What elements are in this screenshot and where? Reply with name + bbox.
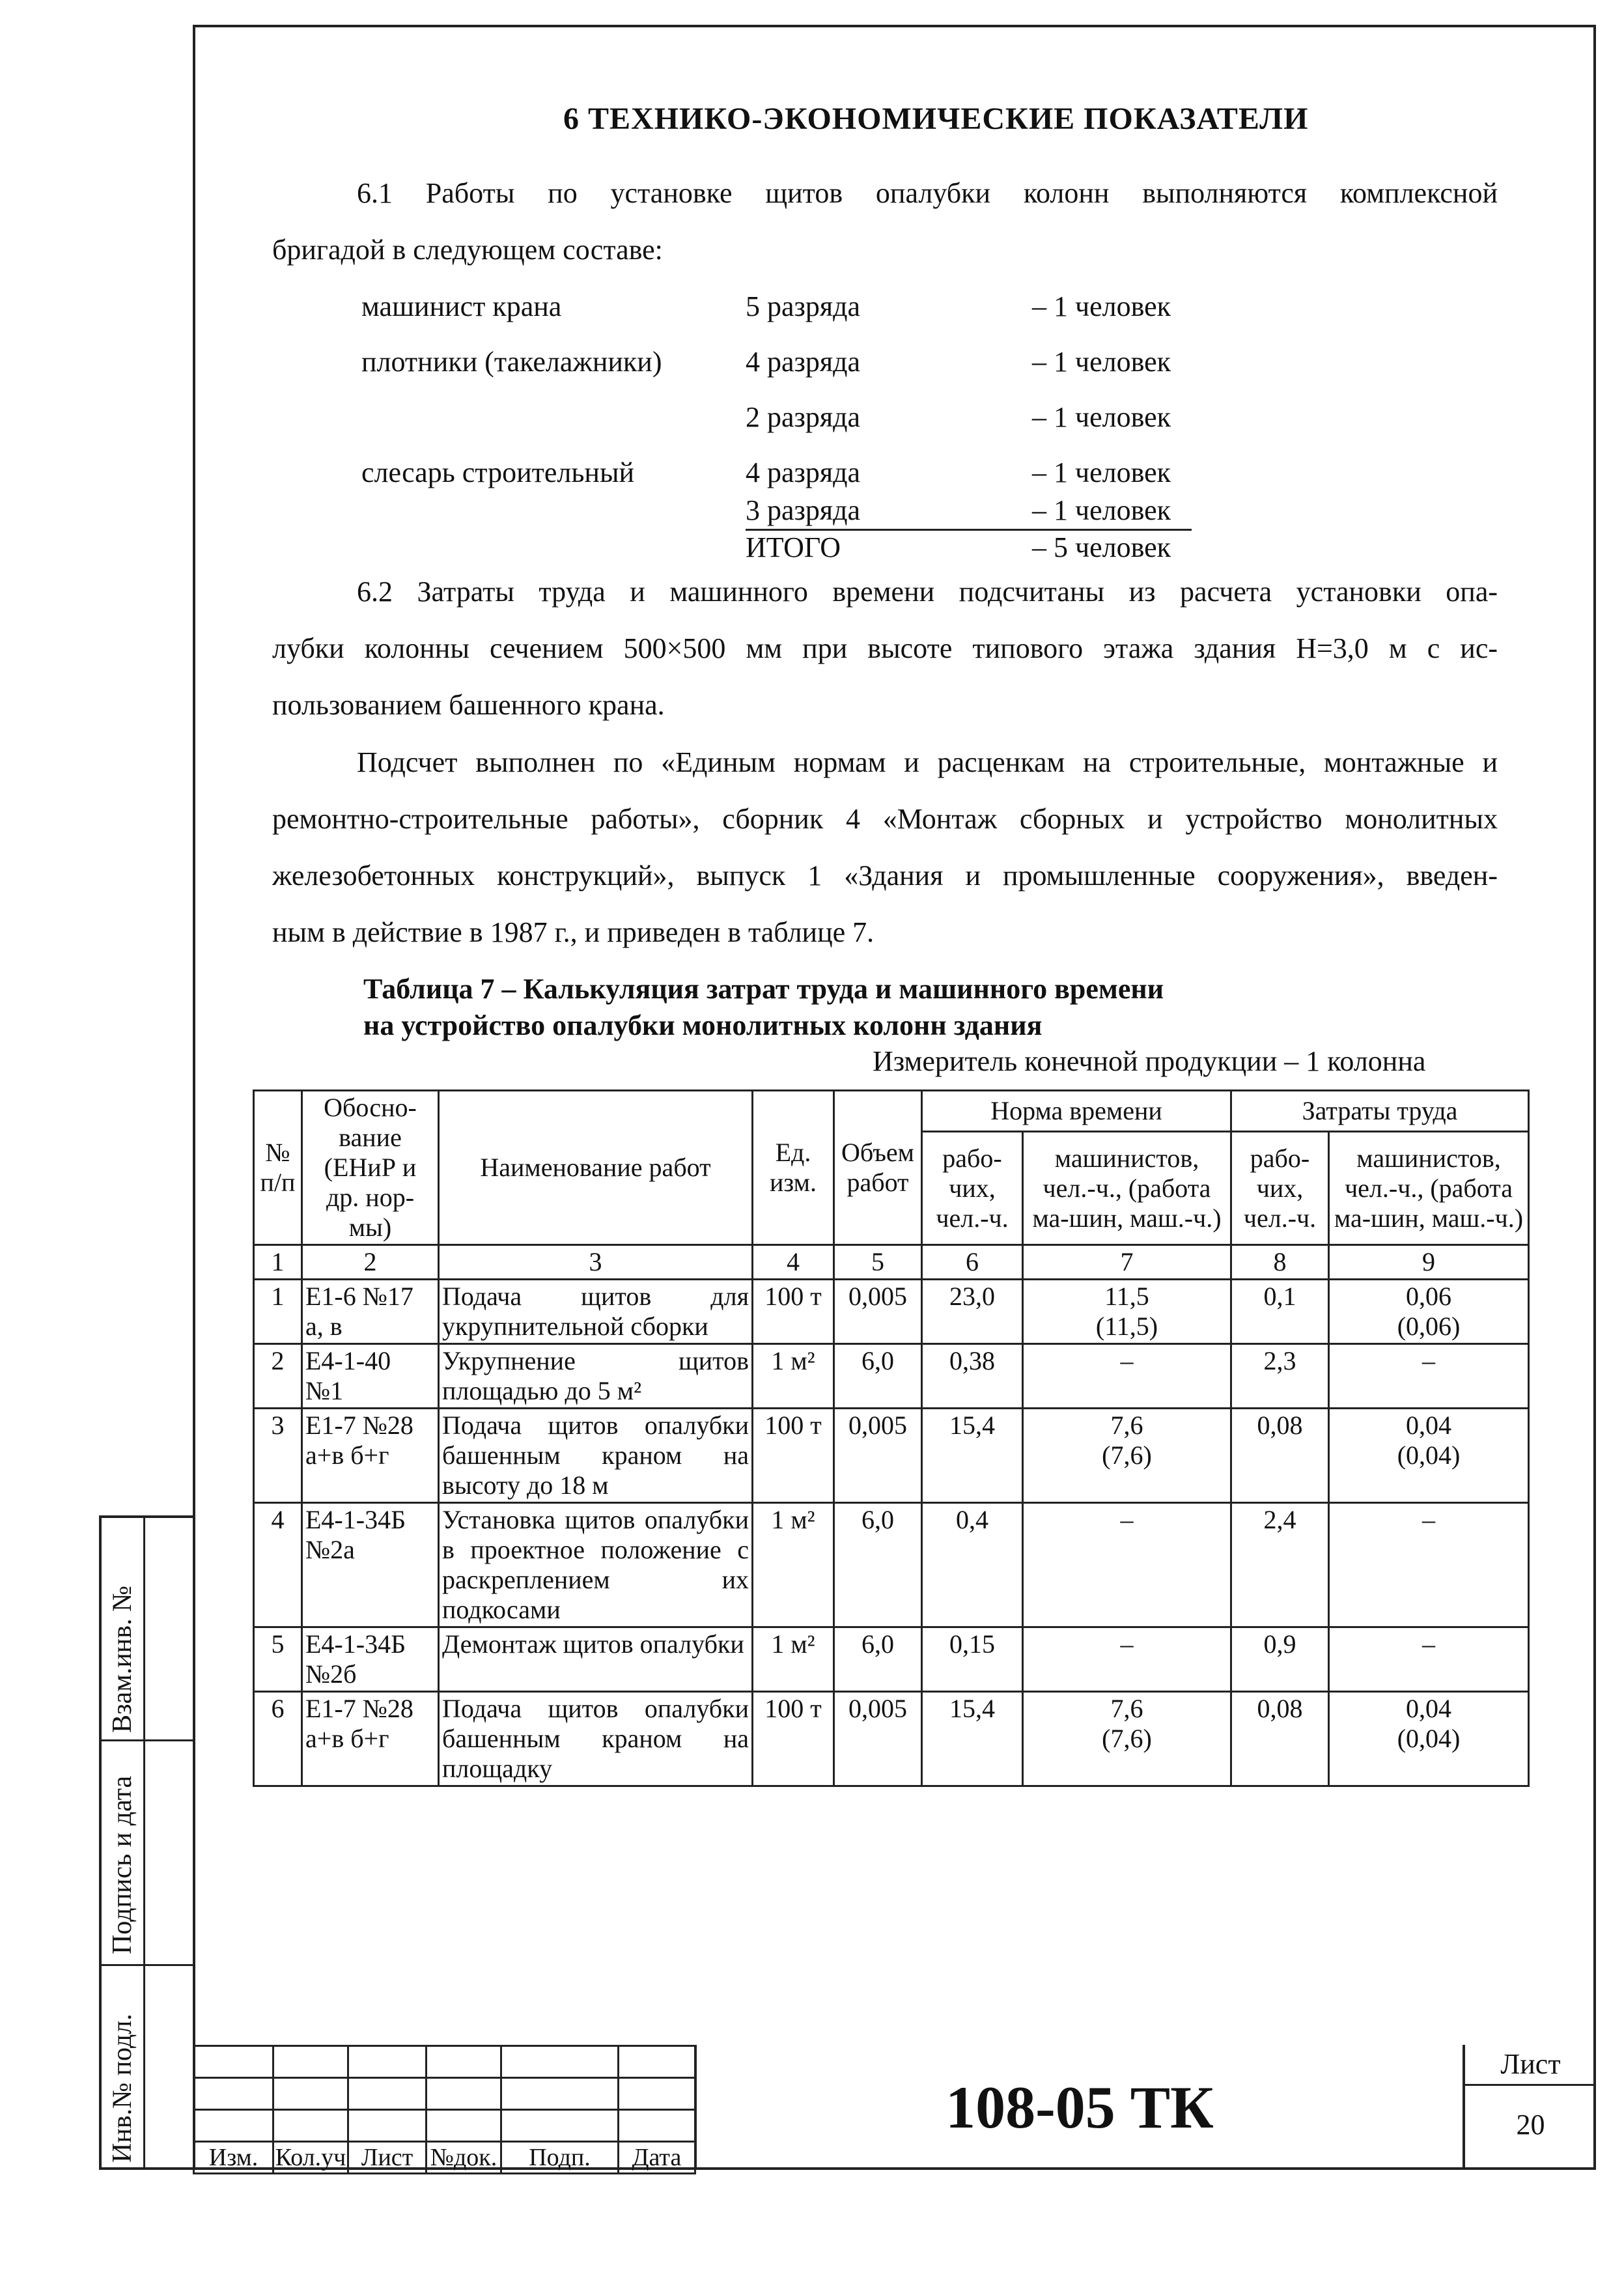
- crew-total-label: ИТОГО: [746, 531, 841, 563]
- crew-count: – 1 человек: [1032, 494, 1171, 526]
- header-num: № п/п: [254, 1091, 302, 1245]
- crew-count: – 1 человек: [1032, 401, 1171, 433]
- p63-line1: Подсчет выполнен по «Единым нормам и расценкам на строительные, монтажные и: [357, 746, 1498, 778]
- crew-role: машинист крана: [361, 290, 562, 322]
- header-cost-group: Затраты труда: [1231, 1091, 1529, 1132]
- crew-count: – 1 человек: [1032, 346, 1171, 378]
- column-number: 8: [1231, 1245, 1329, 1280]
- column-number: 7: [1023, 1245, 1231, 1280]
- p61-line1: 6.1 Работы по установке щитов опалубки колонн выполняются комплексной: [357, 177, 1498, 209]
- table-row: 6 Е1-7 №28 а+в б+г Подача щитов опалубки башенным краном на площадку 100 т 0,005 15,4 7,6 (7,6) 0,08 0,04 (0,04): [254, 1692, 1529, 1786]
- labor-cost-table: [253, 1089, 1530, 1787]
- crew-grade: 3 разряда: [746, 494, 861, 526]
- table-caption-line1: Таблица 7 – Калькуляция затрат труда и машинного времени: [363, 973, 1164, 1005]
- header-cost-workers: рабо-чих, чел.-ч.: [1231, 1132, 1329, 1245]
- document-code: 108-05 ТК: [694, 2045, 1463, 2170]
- header-norm-workers: рабо-чих, чел.-ч.: [922, 1132, 1023, 1245]
- p62-line1: 6.2 Затраты труда и машинного времени подсчитаны из расчета установки опа-: [357, 576, 1498, 608]
- table-row: 3 Е1-7 №28 а+в б+г Подача щитов опалубки башенным краном на высоту до 18 м 100 т 0,005 15,4 7,6 (7,6) 0,08 0,04 (0,04): [254, 1409, 1529, 1503]
- p62-line2: лубки колонны сечением 500×500 мм при высоте типового этажа здания Н=3,0 м с ис-: [272, 632, 1498, 664]
- header-name: Наименование работ: [439, 1091, 753, 1245]
- stamp-col-date: Дата: [619, 2142, 695, 2174]
- column-number: 4: [753, 1245, 834, 1280]
- stamp-col-signature: Подп.: [501, 2142, 619, 2174]
- p62-line3: пользованием башенного крана.: [272, 689, 665, 721]
- header-cost-machinists: машинистов, чел.-ч., (работа ма-шин, маш.-ч.): [1329, 1132, 1529, 1245]
- table-row: 4 Е4-1-34Б №2а Установка щитов опалубки в проектное положение с раскреплением их подкосами 1 м² 6,0 0,4 – 2,4 –: [254, 1503, 1529, 1627]
- side-label-replace: Взам.инв. №: [107, 1585, 137, 1733]
- sheet-number: 20: [1516, 2109, 1545, 2141]
- column-number: 5: [834, 1245, 922, 1280]
- crew-grade: 4 разряда: [746, 457, 861, 488]
- p61-line2: бригадой в следующем составе:: [272, 234, 663, 266]
- title-block: [193, 2045, 1596, 2170]
- table-measure: Измеритель конечной продукции – 1 колонна: [873, 1045, 1426, 1077]
- p63-line2: ремонтно-строительные работы», сборник 4 «Монтаж сборных и устройство монолитных: [272, 803, 1498, 835]
- crew-grade: 2 разряда: [746, 401, 861, 433]
- sheet-label: Лист: [1465, 2045, 1596, 2086]
- table-row: 2 Е4-1-40 №1 Укрупнение щитов площадью до 5 м² 1 м² 6,0 0,38 – 2,3 –: [254, 1344, 1529, 1409]
- header-norm-machinists: машинистов, чел.-ч., (работа ма-шин, маш.-ч.): [1023, 1132, 1231, 1245]
- column-number: 9: [1329, 1245, 1529, 1280]
- table-header-row: [254, 1091, 1529, 1132]
- crew-role: плотники (такелажники): [361, 346, 662, 378]
- table-caption-line2: на устройство опалубки монолитных колонн здания: [363, 1009, 1043, 1041]
- stamp-col-doc: №док.: [427, 2142, 501, 2174]
- column-number-row: [254, 1245, 1529, 1280]
- crew-grade: 5 разряда: [746, 290, 861, 322]
- stamp-col-count: Кол.уч: [273, 2142, 348, 2174]
- crew-count: – 1 человек: [1032, 290, 1171, 322]
- header-unit: Ед. изм.: [753, 1091, 834, 1245]
- header-norm-group: Норма времени: [922, 1091, 1231, 1132]
- column-number: 6: [922, 1245, 1023, 1280]
- stamp-col-change: Изм.: [194, 2142, 273, 2174]
- side-stamp: [99, 1515, 195, 2170]
- p63-line4: ным в действие в 1987 г., и приведен в таблице 7.: [272, 916, 875, 948]
- sheet-box: [1463, 2045, 1596, 2170]
- column-number: 1: [254, 1245, 302, 1280]
- crew-total-count: – 5 человек: [1032, 531, 1171, 563]
- crew-count: – 1 человек: [1032, 457, 1171, 488]
- p63-line3: железобетонных конструкций», выпуск 1 «Здания и промышленные сооружения», введен-: [272, 860, 1498, 892]
- stamp-col-sheet: Лист: [348, 2142, 427, 2174]
- header-basis: Обосно-вание (ЕНиР и др. нор-мы): [302, 1091, 439, 1245]
- column-number: 2: [302, 1245, 439, 1280]
- table-row: 5 Е4-1-34Б №2б Демонтаж щитов опалубки 1 м² 6,0 0,15 – 0,9 –: [254, 1627, 1529, 1692]
- section-heading: 6 ТЕХНИКО-ЭКОНОМИЧЕСКИЕ ПОКАЗАТЕЛИ: [563, 102, 1309, 136]
- crew-role: слесарь строительный: [361, 457, 635, 488]
- column-number: 3: [439, 1245, 753, 1280]
- header-volume: Объем работ: [834, 1091, 922, 1245]
- side-label-inventory: Инв.№ подл.: [107, 2014, 137, 2163]
- table-row: 1 Е1-6 №17 а, в Подача щитов для укрупнительной сборки 100 т 0,005 23,0 11,5 (11,5) 0,1 0,06 (0,06): [254, 1280, 1529, 1344]
- crew-grade: 4 разряда: [746, 346, 861, 378]
- revision-grid: [193, 2045, 696, 2174]
- side-label-signature: Подпись и дата: [107, 1775, 137, 1954]
